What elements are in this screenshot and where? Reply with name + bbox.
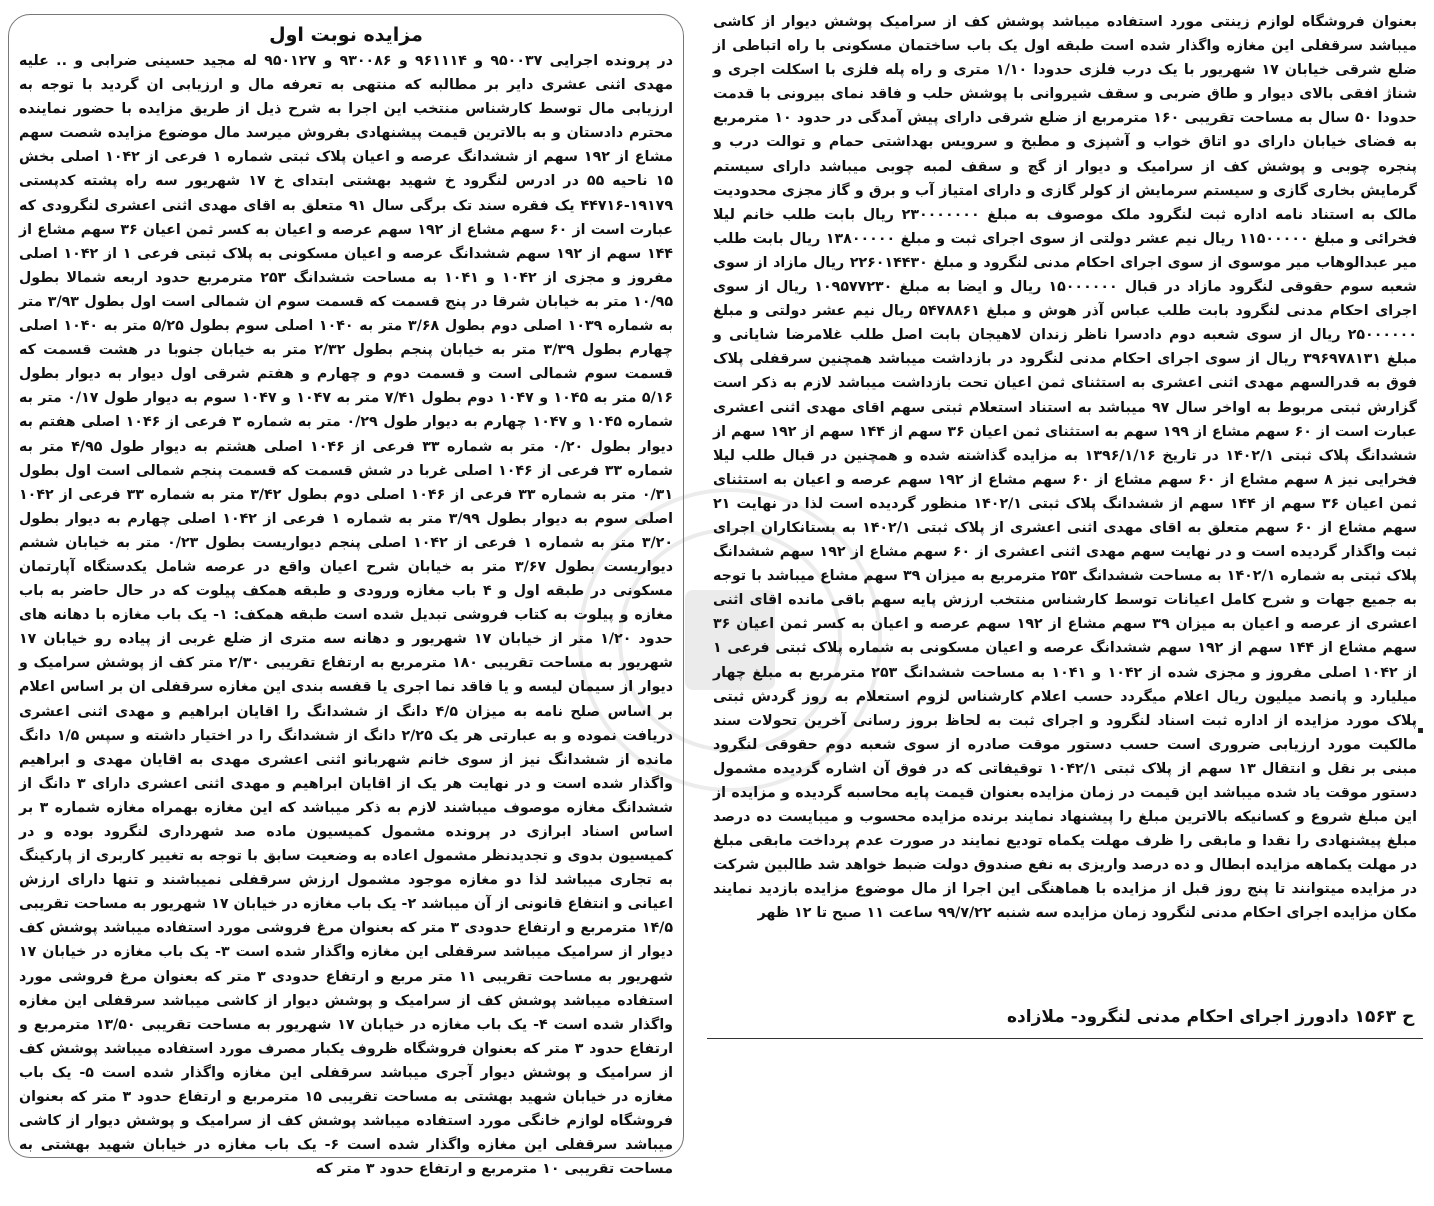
auction-notice-right-column [707,8,1423,1038]
signature-divider [707,1038,1423,1039]
notice-title: مزایده نوبت اول [269,24,423,46]
notice-body-part-2: بعنوان فروشگاه لوازم زینتی مورد استفاده میباشد پوشش کف از سرامیک پوشش دیوار از کاشی میباشد سرقفلی این مغازه واگذار شده است طبقه اول یک باب ساختمان مسکونی با راه اتباطی از ضلع شرقی خیابان ۱۷ شهریور با یک درب فلزی حدودا ۱/۱۰ متری و راه پله فلزی با اسکلت اجری و شناژ افقی بالای دیوار و طاق ضربی و سقف شیروانی با پوشش حلب و فاقد نمای بیرونی با قدمت حدودا ۵۰ سال به مساحت تقریبی ۱۶۰ مترمربع از ضلع شرقی دارای پیش آمدگی در حدود ۱۰ مترمربع به فضای خیابان دارای دو اتاق خواب و آشپزی و مطبخ و سرویس بهداشتی حمام و توالت درب و پنجره چوبی و پوشش کف از سرامیک و دیوار از گچ و سقف لمبه چوبی میباشد دارای سیستم گرمایش بخاری گازی و سیستم سرمایش از کولر گازی و دارای امتیاز آب و برق و گاز مجزی محدودیت مالک به استناد نامه اداره ثبت لنگرود ملک موصوف به مبلغ ۲۳۰۰۰۰۰۰۰ ریال بابت طلب خانم لیلا فخرائی و مبلغ ۱۱۵۰۰۰۰۰ ریال نیم عشر دولتی از سوی اجرای ثبت و مبلغ ۱۳۸۰۰۰۰۰ ریال بابت طلب میر عبدالوهاب میر موسوی از سوی اجرای احکام مدنی لنگرود و مبلغ ۲۲۶۰۱۴۴۳۰ ریال مازاد از سوی شعبه سوم حقوقی لنگرود مازاد در قبال ۱۵۰۰۰۰۰۰ ریال و ایضا به مبلغ ۱۰۹۵۷۷۲۳۰ ریال از سوی اجرای احکام مدنی لنگرود بابت طلب عباس آذر هوش و مبلغ ۵۴۷۸۸۶۱ ریال نیم عشر دولتی و مبلغ ۲۵۰۰۰۰۰۰ ریال از سوی شعبه دوم دادسرا ناظر زندان لاهیجان بابت اصل طلب غلامرضا شایانی و مبلغ ۳۹۶۹۷۸۱۳۱ ریال از سوی اجرای احکام مدنی لنگرود در بازداشت میباشد همچنین سرقفلی پلاک فوق به قدرالسهم مهدی اثنی اعشری به استثنای ثمن اعیان تحت بازداشت میباشد لازم به ذکر است گزارش ثبتی مربوط به اواخر سال ۹۷ میباشد به استناد استعلام ثبتی سهم اقای مهدی اثنی اعشری عبارت است از ۶۰ سهم مشاع از ۱۹۹ سهم به استثنای ثمن اعیان ۳۶ سهم از ۱۴۴ سهم از ۱۹۲ سهم از ششدانگ پلاک ثبتی ۱۴۰۲/۱ در تاریخ ۱۳۹۶/۱/۱۶ به مزایده گذاشته شده و همچنین در قبال طلب لیلا فخرایی نیز ۸ سهم مشاع از ۶۰ سهم مشاع از ۶۰ سهم مشاع از ۱۹۲ سهم عرصه و اعیان به استثنای ثمن اعیان ۳۶ سهم از ۱۴۴ سهم از ششدانگ پلاک ثبتی ۱۴۰۲/۱ منظور گردیده است لذا در نهایت ۲۱ سهم مشاع از ۶۰ سهم متعلق به اقای مهدی اثنی اعشری از پلاک ثبتی ۱۴۰۲/۱ به بستانکاران اجرای ثبت واگذار گردیده است و در نهایت سهم مهدی اثنی اعشری از ۶۰ سهم مشاع از ۱۹۲ سهم ششدانگ پلاک ثبتی به شماره ۱۴۰۲/۱ به مساحت ششدانگ ۲۵۳ مترمربع به میزان ۳۹ سهم مشاع میباشد با توجه به جمیع جهات و شرح کامل اعیانات توسط کارشناس منتخب ارزش پایه سهم باقی مانده اقای اثنی اعشری از عرصه و اعیان به میزان ۳۹ سهم مشاع از ۱۹۲ سهم عرصه و اعیان به کسر ثمن اعیان ۳۶ سهم مشاع از ۱۴۴ سهم از ۱۹۲ سهم ششدانگ عرصه و اعیان مسکونی به شماره پلاک ثبتی فرعی ۱ از ۱۰۴۲ اصلی مفروز و مجزی شده از ۱۰۴۲ و ۱۰۴۱ به مساحت ششدانگ ۲۵۳ مترمربع به مبلغ چهار میلیارد و پانصد میلیون ریال اعلام میگردد حسب اعلام کارشناس لزوم استعلام به روز گردش ثبتی پلاک مورد مزایده از اداره ثبت اسناد لنگرود و اجرای ثبت به لحاظ بروز رسانی آخرین تحولات سند مالکیت مورد ارزیابی ضروری است حسب دستور موقت صادره از سوی شعبه دوم حقوقی لنگرود مبنی بر نقل و انتقال ۱۳ سهم از پلاک ثبتی ۱۰۴۲/۱ توقیفاتی که در فوق آن اشاره گردیده مشمول دستور موقت یاد شده میباشد این قیمت در زمان مزایده بعنوان قیمت پایه محاسبه گردیده و مزایده از این مبلغ شروع و کسانیکه بالاترین مبلغ را پیشنهاد نمایند برنده مزایده محسوب و میبایست ده درصد مبلغ پیشنهادی را نقدا و مابقی را ظرف مهلت یکماه تودیع نمایند در صورت عدم پرداخت مابقی مبلغ در مهلت یکماهه مزایده ابطال و ده درصد واریزی به نفع صندوق دولت ضبط خواهد شد طالبین شرکت در مزایده میتوانند تا پنج روز قبل از مزایده با هماهنگی این اجرا از مال موضوع مزایده بازدید نمایند مکان مزایده اجرای احکام مدنی لنگرود زمان مزایده سه شنبه ۹۹/۷/۲۲ ساعت ۱۱ صبح تا ۱۲ ظهر [713,14,1417,922]
notice-signature: ح ۱۵۶۳ دادورز اجرای احکام مدنی لنگرود- ملازاده [707,1000,1423,1034]
auction-notice-left-column [8,14,684,1178]
notice-body-part-1: در پرونده اجرایی ۹۵۰۰۳۷ و ۹۶۱۱۱۴ و ۹۳۰۰۸۶ و ۹۵۰۱۲۷ له مجید حسینی ضرابی و .. علیه مهدی اثنی عشری دایر بر مطالبه که منتهی به تعرفه مال و ارزیابی ان گردید با توجه به ارزیابی مال توسط کارشناس منتخب این اجرا به شرح ذیل از طریق مزایده با حضور نماینده محترم دادستان و به بالاترین قیمت پیشنهادی بفروش میرسد مال موضوع مزایده شصت سهم مشاع از ۱۹۲ سهم از ششدانگ عرصه و اعیان پلاک ثبتی شماره ۱ فرعی از ۱۰۴۲ اصلی بخش ۱۵ ناحیه ۵۵ در ادرس لنگرود خ شهید بهشتی ابتدای خ ۱۷ شهریور سه راه پشته کدپستی ۱۹۱۷۹-۴۴۷۱۶ یک فقره سند تک برگی سال ۹۱ متعلق به اقای مهدی اثنی اعشری لنگرودی که عبارت است از ۶۰ سهم مشاع از ۱۹۲ سهم عرصه و اعیان به کسر ثمن اعیان ۳۶ سهم مشاع از ۱۴۴ سهم از ۱۹۲ سهم ششدانگ عرصه و اعیان مسکونی به پلاک ثبتی فرعی ۱ از ۱۰۴۲ اصلی مفروز و مجزی از ۱۰۴۲ و ۱۰۴۱ به مساحت ششدانگ ۲۵۳ مترمربع حدود اربعه شمالا بطول ۱۰/۹۵ متر به خیابان شرقا در پنج قسمت که قسمت سوم ان شمالی است اول بطول ۳/۹۳ متر به شماره ۱۰۳۹ اصلی دوم بطول ۳/۶۸ متر به ۱۰۴۰ اصلی سوم بطول ۵/۲۵ متر به ۱۰۴۰ اصلی چهارم بطول ۳/۳۹ متر به خیابان پنجم بطول ۲/۳۲ متر به خیابان جنوبا در هشت قسمت که قسمت سوم شمالی است و قسمت دوم و چهارم و هفتم شرقی اول دیوار به دیوار بطول ۵/۱۶ متر به ۱۰۴۵ و ۱۰۴۷ دوم بطول ۷/۴۱ متر به ۱۰۴۷ و ۱۰۴۷ سوم به دیوار طول ۰/۱۷ متر به شماره ۱۰۴۵ و ۱۰۴۷ چهارم به دیوار طول ۰/۲۹ متر به شماره ۳ فرعی از ۱۰۴۶ اصلی هفتم به دیوار بطول ۰/۲۰ متر به شماره ۳۳ فرعی از ۱۰۴۶ اصلی هشتم به دیوار طول ۴/۹۵ متر به شماره ۳۳ فرعی از ۱۰۴۶ اصلی غربا در شش قسمت که قسمت پنجم شمالی است اول بطول ۰/۳۱ متر به شماره ۳۳ فرعی از ۱۰۴۶ اصلی دوم بطول ۳/۴۲ متر به شماره ۳۳ فرعی از ۱۰۴۲ اصلی سوم به دیوار بطول ۳/۹۹ متر به شماره ۱ فرعی از ۱۰۴۲ اصلی چهارم به دیوار بطول ۳/۲۰ متر به شماره ۱ فرعی از ۱۰۴۲ اصلی پنجم دیواریست بطول ۰/۲۳ متر به خیابان ششم دیواریست بطول ۳/۶۷ متر به خیابان شرح اعیان واقع در عرصه شامل یکدستگاه آپارتمان مسکونی در طبقه اول و ۴ باب مغازه ورودی و طبقه همکف پیلوت که در حال حاضر به باب مغازه و پیلوت به کتاب فروشی تبدیل شده است طبقه همکف: ۱- یک باب مغازه با دهانه های حدود ۱/۲۰ متر از خیابان ۱۷ شهریور و دهانه سه متری از ضلع غربی از پیاده رو خیابان ۱۷ شهریور به مساحت تقریبی ۱۸۰ مترمربع به ارتفاع تقریبی ۲/۳۰ متر کف از پوشش سرامیک و دیوار از سیمان لیسه و یا فاقد نما اجری یا قفسه بندی این مغازه سرقفلی ان بر اساس اعلام بر اساس صلح نامه به میزان ۴/۵ دانگ از ششدانگ را اقایان ابراهیم و مهدی اثنی اعشری دریافت نموده و به عبارتی هر یک ۲/۲۵ دانگ از ششدانگ را در اختیار داشته و سپس ۱/۵ دانگ مانده از ششدانگ نیز از سوی خانم شهربانو اثنی اعشری مهدی به اقایان مهدی و ابراهیم واگذار شده است و در نهایت هر یک از اقایان ابراهیم و مهدی اثنی اعشری دارای ۳ دانگ از ششدانگ مغازه موصوف میباشند لازم به ذکر میباشد که این مغازه بهمراه مغازه شماره ۳ بر اساس اسناد ابرازی در پرونده مشمول کمیسیون ماده صد شهرداری لنگرود بوده و در کمیسیون بدوی و تجدیدنظر مشمول اعاده به وضعیت سابق با توجه به تغییر کاربری از پارکینگ به تجاری میباشد لذا دو مغازه موجود مشمول ارزش سرقفلی نمیباشند و تنها دارای ارزش اعیانی و انتفاع قانونی از آن میباشد ۲- یک باب مغازه در خیابان ۱۷ شهریور به مساحت تقریبی ۱۴/۵ مترمربع و ارتفاع حدودی ۳ متر که بعنوان مرغ فروشی مورد استفاده میباشد پوشش کف دیوار از سرامیک میباشد سرقفلی این مغازه واگذار شده است ۳- یک باب مغازه در خیابان ۱۷ شهریور به مساحت تقریبی ۱۱ متر مربع و ارتفاع حدودی ۳ متر که بعنوان مرغ فروشی مورد استفاده میباشد پوشش کف از سرامیک و پوشش دیوار از کاشی میباشد سرقفلی این مغازه واگذار شده است ۴- یک باب مغازه در خیابان ۱۷ شهریور به مساحت تقریبی ۱۳/۵۰ مترمربع و ارتفاع حدود ۳ متر که بعنوان فروشگاه ظروف یکبار مصرف مورد استفاده میباشد پوشش کف از سرامیک و پوشش دیوار آجری میباشد سرقفلی این مغازه واگذار شده است ۵- یک باب مغازه در خیابان شهید بهشتی به مساحت تقریبی ۱۵ مترمربع و ارتفاع حدود ۳ متر که بعنوان فروشگاه لوازم خانگی مورد استفاده میباشد پوشش کف از سرامیک و پوشش دیوار از کاشی میباشد سرقفلی این مغازه واگذار شده است ۶- یک باب مغازه در خیابان شهید بهشتی به مساحت تقریبی ۱۰ مترمربع و ارتفاع حدود ۳ متر که [19,53,674,1178]
margin-mark [1418,728,1423,733]
